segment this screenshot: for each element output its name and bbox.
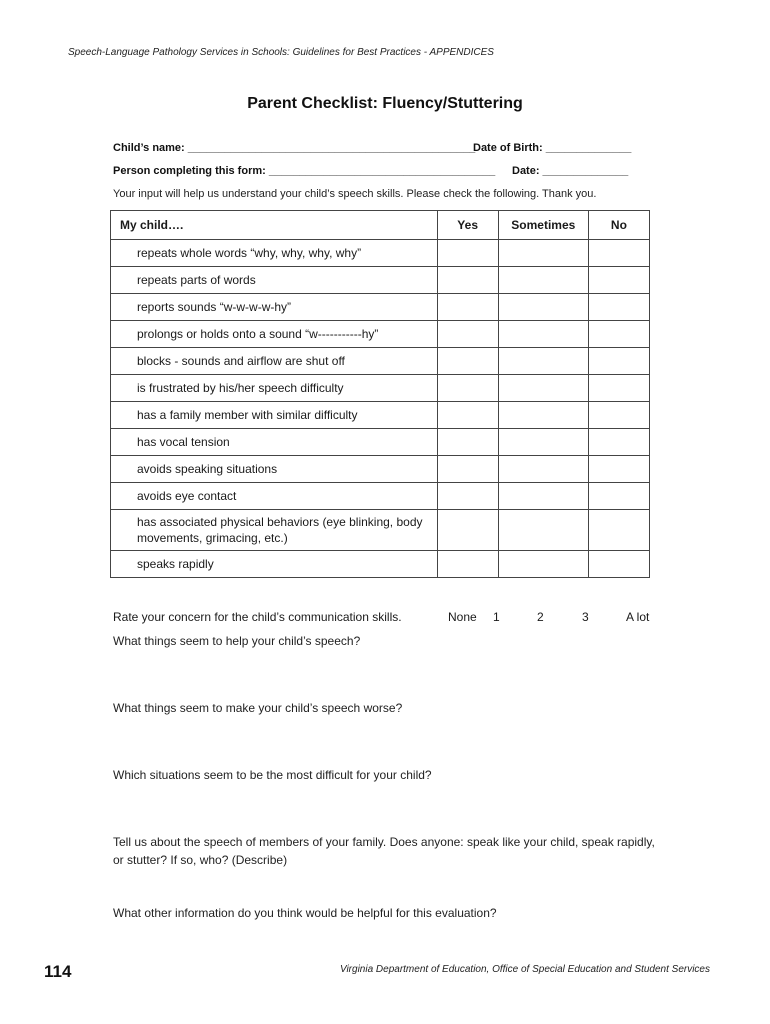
- table-row: [111, 483, 650, 510]
- sometimes-cell[interactable]: [498, 402, 588, 429]
- yes-cell[interactable]: [437, 551, 498, 578]
- table-row: [111, 551, 650, 578]
- date-field: Date: ______________: [512, 165, 629, 177]
- yes-cell[interactable]: [437, 375, 498, 402]
- behavior-label: has vocal tension: [111, 429, 438, 456]
- table-row: [111, 375, 650, 402]
- sometimes-cell[interactable]: [498, 456, 588, 483]
- table-row: [111, 267, 650, 294]
- yes-cell[interactable]: [437, 456, 498, 483]
- table-row: [111, 456, 650, 483]
- sometimes-cell[interactable]: [498, 510, 588, 551]
- header-my-child: My child….: [111, 211, 438, 240]
- child-name-field: Child’s name: _______________________________________________: [113, 142, 476, 154]
- rating-question: Rate your concern for the child’s communication skills.: [113, 610, 402, 624]
- table-row: [111, 402, 650, 429]
- no-cell[interactable]: [588, 483, 649, 510]
- sometimes-cell[interactable]: [498, 483, 588, 510]
- table-row: [111, 240, 650, 267]
- yes-cell[interactable]: [437, 348, 498, 375]
- header-yes: Yes: [437, 211, 498, 240]
- running-header: Speech-Language Pathology Services in Schools: Guidelines for Best Practices - APPENDICES: [68, 47, 494, 58]
- rating-option-a-lot[interactable]: A lot: [626, 610, 650, 624]
- question-other-info: What other information do you think would be helpful for this evaluation?: [113, 906, 497, 920]
- yes-cell[interactable]: [437, 429, 498, 456]
- question-family-speech: Tell us about the speech of members of your family. Does anyone: speak like your child, speak rapidly, or stutter? If so, who? (Describe): [113, 835, 655, 867]
- page-number: 114: [44, 962, 72, 981]
- yes-cell[interactable]: [437, 510, 498, 551]
- dob-field: Date of Birth: ______________: [473, 142, 632, 154]
- yes-cell[interactable]: [437, 321, 498, 348]
- question-helps-speech: What things seem to help your child’s speech?: [113, 634, 361, 648]
- behavior-label: reports sounds “w-w-w-w-hy”: [111, 294, 438, 321]
- question-makes-worse: What things seem to make your child’s speech worse?: [113, 701, 403, 715]
- table-row: [111, 348, 650, 375]
- sometimes-cell[interactable]: [498, 294, 588, 321]
- no-cell[interactable]: [588, 510, 649, 551]
- sometimes-cell[interactable]: [498, 348, 588, 375]
- behavior-label: avoids speaking situations: [111, 456, 438, 483]
- no-cell[interactable]: [588, 551, 649, 578]
- person-completing-field: Person completing this form: _____________________________________: [113, 165, 496, 177]
- no-cell[interactable]: [588, 456, 649, 483]
- rating-option-1[interactable]: 1: [493, 610, 500, 624]
- sometimes-cell[interactable]: [498, 551, 588, 578]
- no-cell[interactable]: [588, 267, 649, 294]
- behavior-label: has a family member with similar difficulty: [111, 402, 438, 429]
- intro-text: Your input will help us understand your child’s speech skills. Please check the following. Thank you.: [113, 188, 597, 200]
- no-cell[interactable]: [588, 240, 649, 267]
- sometimes-cell[interactable]: [498, 375, 588, 402]
- question-difficult-situations: Which situations seem to be the most difficult for your child?: [113, 768, 432, 782]
- yes-cell[interactable]: [437, 294, 498, 321]
- sometimes-cell[interactable]: [498, 321, 588, 348]
- table-row: [111, 429, 650, 456]
- page-title: Parent Checklist: Fluency/Stuttering: [247, 95, 523, 112]
- no-cell[interactable]: [588, 348, 649, 375]
- rating-option-none[interactable]: None: [448, 610, 477, 624]
- header-sometimes: Sometimes: [498, 211, 588, 240]
- behavior-label: is frustrated by his/her speech difficulty: [111, 375, 438, 402]
- behavior-label: repeats parts of words: [111, 267, 438, 294]
- behavior-label: avoids eye contact: [111, 483, 438, 510]
- yes-cell[interactable]: [437, 240, 498, 267]
- sometimes-cell[interactable]: [498, 429, 588, 456]
- rating-option-3[interactable]: 3: [582, 610, 589, 624]
- yes-cell[interactable]: [437, 267, 498, 294]
- behavior-label: blocks - sounds and airflow are shut off: [111, 348, 438, 375]
- no-cell[interactable]: [588, 321, 649, 348]
- sometimes-cell[interactable]: [498, 267, 588, 294]
- no-cell[interactable]: [588, 375, 649, 402]
- table-row: [111, 294, 650, 321]
- no-cell[interactable]: [588, 402, 649, 429]
- table-row: [111, 321, 650, 348]
- behavior-label: prolongs or holds onto a sound “w-----------hy”: [111, 321, 438, 348]
- behavior-label: repeats whole words “why, why, why, why”: [111, 240, 438, 267]
- behavior-label: speaks rapidly: [111, 551, 438, 578]
- concern-rating-row: [113, 610, 673, 628]
- yes-cell[interactable]: [437, 402, 498, 429]
- rating-option-2[interactable]: 2: [537, 610, 544, 624]
- sometimes-cell[interactable]: [498, 240, 588, 267]
- behavior-label: has associated physical behaviors (eye blinking, body movements, grimacing, etc.): [111, 510, 438, 551]
- yes-cell[interactable]: [437, 483, 498, 510]
- no-cell[interactable]: [588, 429, 649, 456]
- checklist-table: [110, 210, 650, 578]
- table-row: [111, 510, 650, 551]
- running-footer: Virginia Department of Education, Office of Special Education and Student Services: [339, 964, 710, 975]
- no-cell[interactable]: [588, 294, 649, 321]
- table-header-row: [111, 211, 650, 240]
- header-no: No: [588, 211, 649, 240]
